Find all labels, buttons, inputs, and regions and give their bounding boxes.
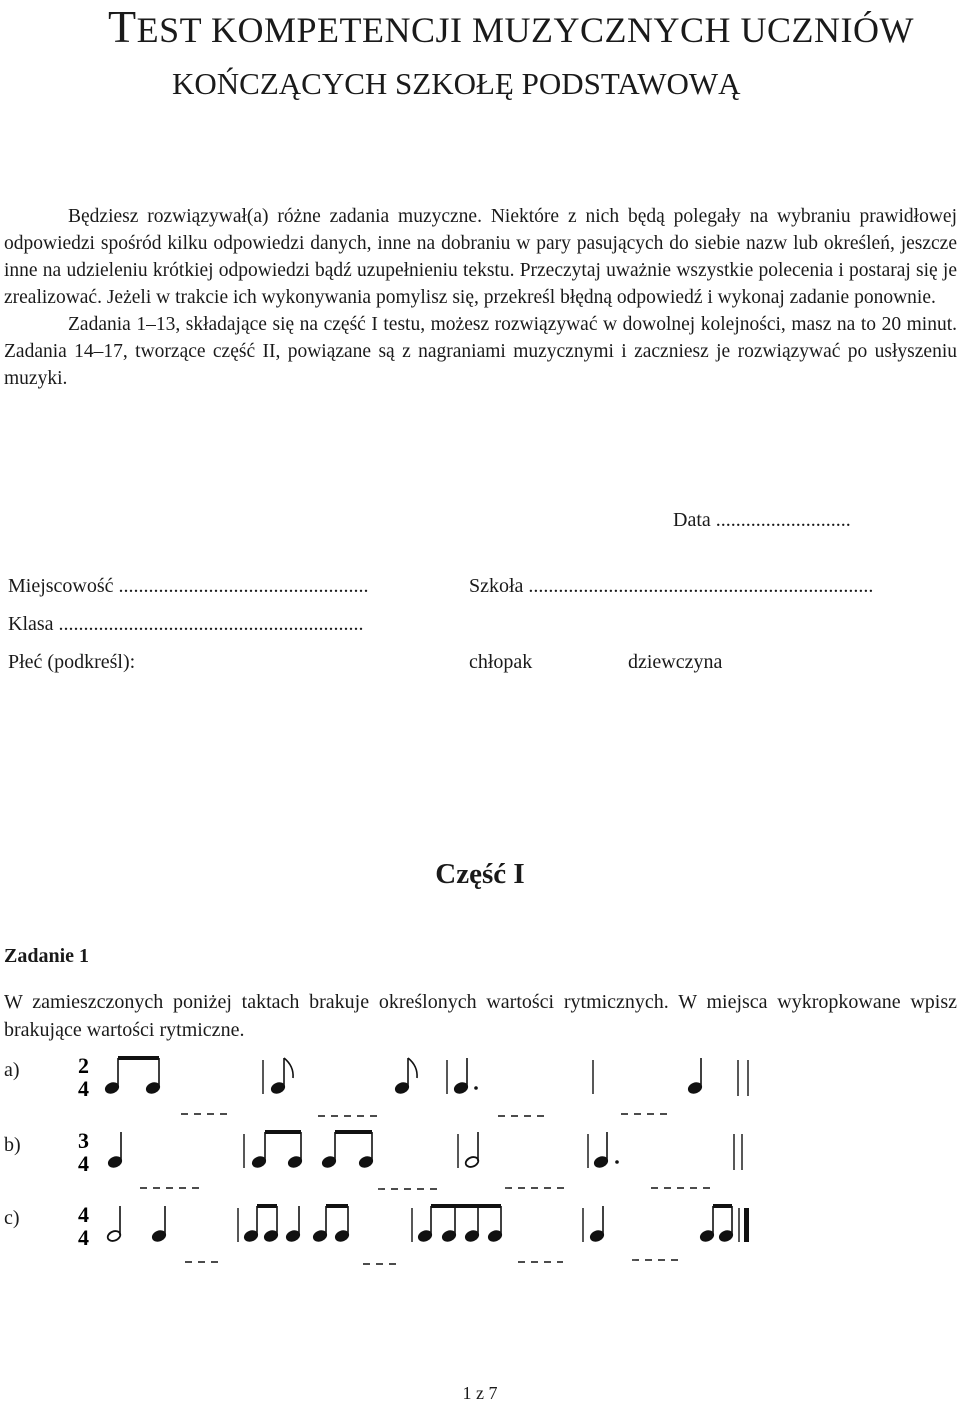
page-title-line2: KOŃCZĄCYCH SZKOŁĘ PODSTAWOWĄ [172, 66, 741, 101]
task-instruction-text: W zamieszczonych poniżej taktach brakuje określonych wartości rytmicznych. W miejsca wykropkowane wpisz brakujące wartości rytmiczne. [4, 991, 957, 1041]
row-label-a: a) [4, 1059, 20, 1081]
task-title: Zadanie 1 [4, 945, 90, 967]
row-label-c: c) [4, 1207, 20, 1229]
notes-c [106, 1204, 749, 1243]
blanks-a [181, 1114, 669, 1116]
rhythm-row-c [78, 1202, 749, 1264]
time-signature-top-b: 3 [78, 1128, 89, 1153]
task-instruction [4, 988, 957, 1044]
time-signature-top-c: 4 [78, 1202, 89, 1227]
gender-option-boy[interactable]: chłopak [469, 651, 533, 673]
date-field[interactable]: Data ........................... [673, 509, 851, 531]
page-number: 1 z 7 [462, 1383, 498, 1403]
row-label-b: b) [4, 1134, 21, 1156]
notes-b [107, 1130, 742, 1170]
notes-a [104, 1056, 748, 1096]
intro-paragraph-1: Będziesz rozwiązywał(a) różne zadania muzyczne. Niektóre z nich będą polegały na wybraniu prawidłowej odpowiedzi spośród kilku odpowiedzi danych, inne na dobraniu w pary pasujących do siebie nazw lub określeń, jeszcze inne na udzieleniu krótkiej odpowiedzi bądź uzupełnieniu tekstu. Przeczytaj uważnie wszystkie polecenia i postaraj się je zrealizować. Jeżeli w trakcie ich wykonywania pomylisz się, przekreśl błędną odpowiedź i wykonaj zadanie ponownie. [4, 206, 957, 308]
school-field[interactable]: Szkoła ..................................................................... [469, 575, 874, 597]
place-field[interactable]: Miejscowość .................................................. [8, 575, 369, 597]
rhythm-notation [0, 1040, 960, 1280]
title-rest: EST KOMPETENCJI MUZYCZNYCH UCZNIÓW [136, 10, 914, 50]
time-signature-bottom-c: 4 [78, 1225, 89, 1250]
rhythm-row-b [78, 1128, 742, 1189]
time-signature-bottom-b: 4 [78, 1151, 89, 1176]
intro-text [4, 203, 957, 392]
section-title: Część I [435, 858, 525, 890]
blanks-b [140, 1188, 716, 1189]
intro-paragraph-2: Zadania 1–13, składające się na część I testu, możesz rozwiązywać w dowolnej kolejności, masz na to 20 minut. Zadania 14–17, tworzące część II, powiązane są z nagraniami muzycznymi i zaczniesz je rozwiązywać po usłyszeniu muzyki. [4, 314, 957, 389]
blanks-c [185, 1260, 681, 1264]
page-title-line1 [108, 0, 914, 53]
time-signature-top-a: 2 [78, 1053, 89, 1078]
gender-label: Płeć (podkreśl): [8, 651, 136, 673]
gender-option-girl[interactable]: dziewczyna [628, 651, 723, 673]
title-initial: T [108, 1, 137, 52]
class-field[interactable]: Klasa ............................................................. [8, 613, 364, 635]
rhythm-row-a [78, 1053, 748, 1116]
time-signature-bottom-a: 4 [78, 1076, 89, 1101]
